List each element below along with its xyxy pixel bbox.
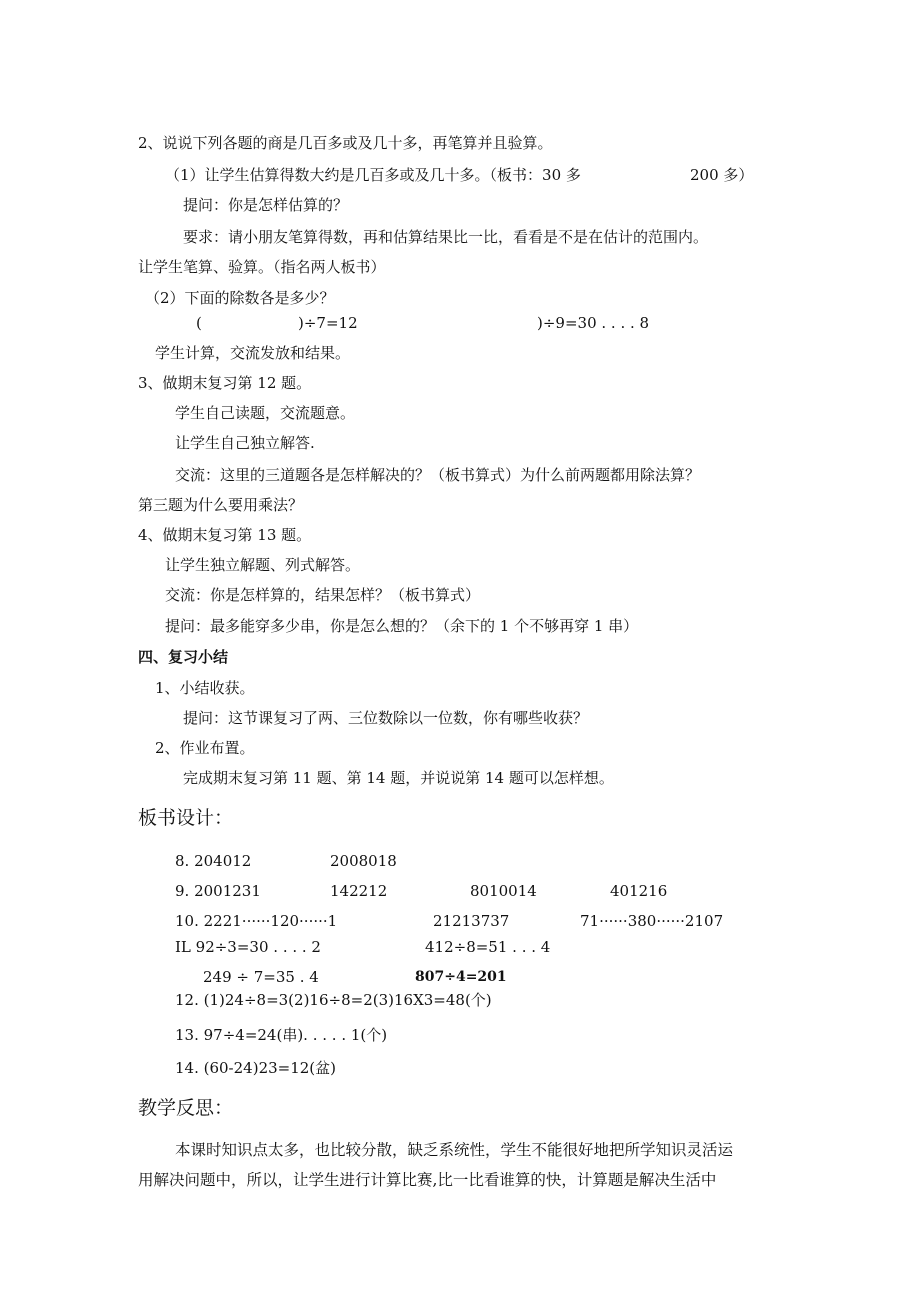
board-row-9d: 401216: [610, 882, 668, 900]
board-row-11a: IL 92÷3=30 . . . . 2: [175, 938, 321, 956]
line-estimate: （1）让学生估算得数大约是几百多或及几十多。（板书：30 多: [165, 166, 581, 184]
line-question-lesson: 提问：这节课复习了两、三位数除以一位数，你有哪些收获？: [183, 709, 589, 727]
line-read-task: 学生自己读题，交流题意。: [175, 404, 356, 422]
line-item-3: 3、做期末复习第 12 题。: [138, 374, 312, 392]
line-eq-7: )÷7=12: [298, 314, 358, 332]
line-discussion-three: 交流：这里的三道题各是怎样解决的？（板书算式）为什么前两题都用除法算？: [175, 466, 701, 484]
board-row-10c: 71······380······2107: [580, 912, 724, 930]
board-row-11c: 249 ÷ 7=35 . 4: [203, 968, 319, 986]
board-row-10a: 10. 2221······120······1: [175, 912, 338, 930]
line-student-calc: 学生计算，交流发放和结果。: [155, 344, 351, 362]
line-item-2: 2、说说下列各题的商是几百多或及几十多，再笔算并且验算。: [138, 134, 553, 152]
board-row-11d: 807÷4=201: [415, 969, 507, 985]
section-heading-summary: 四、复习小结: [138, 648, 229, 666]
board-row-8a: 8. 204012: [175, 852, 252, 870]
board-row-9a: 9. 2001231: [175, 882, 261, 900]
line-homework: 2、作业布置。: [155, 739, 255, 757]
board-row-8b: 2008018: [330, 852, 397, 870]
line-requirement: 要求：请小朋友笔算得数，再和估算结果比一比，看看是不是在估计的范围内。: [183, 228, 709, 246]
board-row-10b: 21213737: [433, 912, 510, 930]
reflection-line-1: 本课时知识点太多，也比较分散，缺乏系统性，学生不能很好地把所学知识灵活运: [175, 1141, 734, 1159]
line-third-question: 第三题为什么要用乘法？: [138, 496, 304, 514]
line-eq-9: )÷9=30 . . . . 8: [537, 314, 650, 332]
line-question-strings: 提问：最多能穿多少串，你是怎么想的？（余下的 1 个不够再穿 1 串）: [165, 617, 639, 635]
line-independent: 让学生独立解题、列式解答。: [165, 556, 361, 574]
line-blank-open: (: [196, 314, 202, 332]
reflection-line-2: 用解决问题中，所以，让学生进行计算比赛,比一比看谁算的快，计算题是解决生活中: [138, 1171, 717, 1189]
board-design-title: 板书设计：: [138, 807, 234, 829]
board-row-14: 14. (60-24)23=12(盆): [175, 1059, 337, 1077]
board-row-13: 13. 97÷4=24(串). . . . . 1(个): [175, 1026, 388, 1044]
line-solve-alone: 让学生自己独立解答.: [175, 434, 315, 452]
board-row-11b: 412÷8=51 . . . 4: [425, 938, 551, 956]
line-summary-gain: 1、小结收获。: [155, 679, 255, 697]
board-row-9c: 8010014: [470, 882, 537, 900]
line-written-calc: 让学生笔算、验算。（指名两人板书）: [138, 258, 386, 276]
board-row-9b: 142212: [330, 882, 388, 900]
line-divisor-question: （2）下面的除数各是多少？: [145, 289, 335, 307]
line-question-estimate: 提问：你是怎样估算的？: [183, 196, 349, 214]
reflection-title: 教学反思：: [138, 1097, 234, 1119]
line-item-4: 4、做期末复习第 13 题。: [138, 526, 312, 544]
line-estimate-200: 200 多）: [690, 166, 754, 184]
line-homework-detail: 完成期末复习第 11 题、第 14 题，并说说第 14 题可以怎样想。: [183, 769, 614, 787]
board-row-12: 12. (1)24÷8=3(2)16÷8=2(3)16X3=48(个): [175, 991, 492, 1009]
line-discussion-how: 交流：你是怎样算的，结果怎样？（板书算式）: [165, 586, 481, 604]
